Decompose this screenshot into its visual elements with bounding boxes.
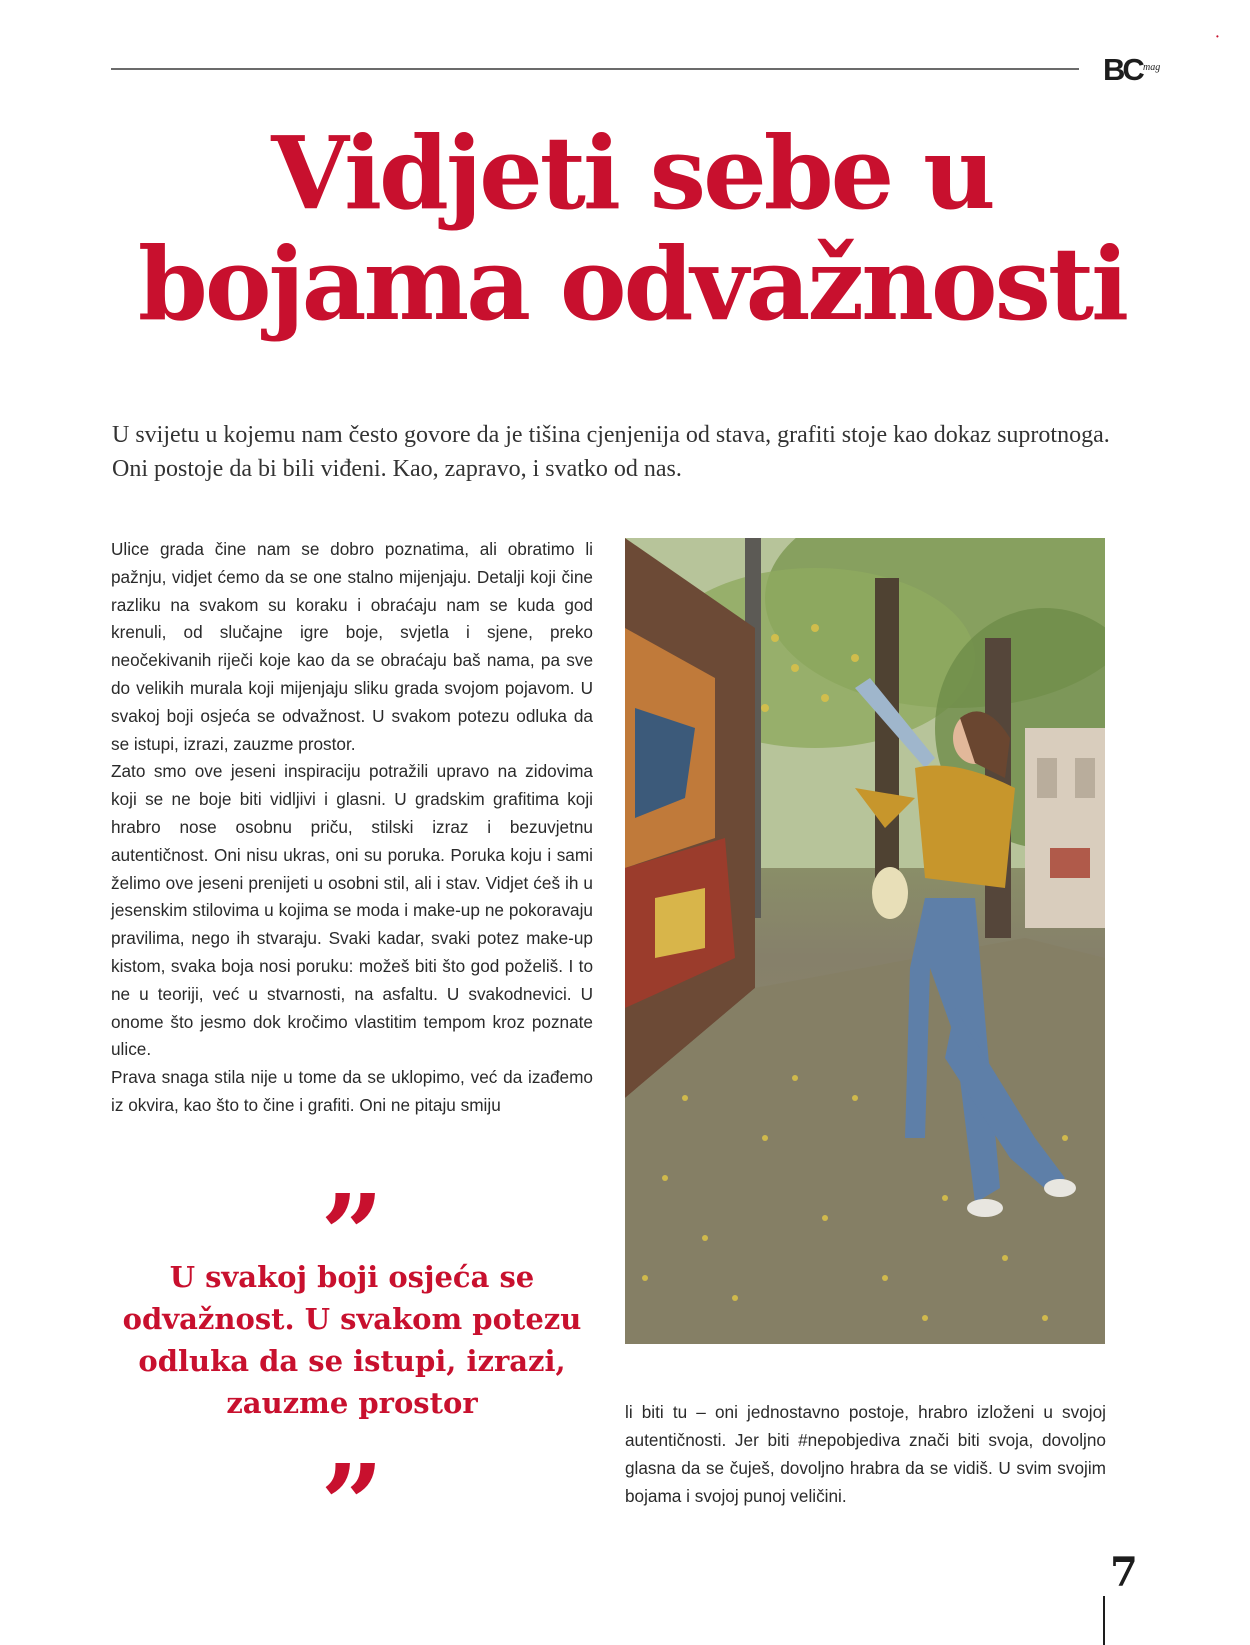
- corner-mark: •: [1216, 32, 1219, 41]
- magazine-logo: [1103, 52, 1165, 92]
- header-rule: [111, 68, 1079, 70]
- body-column-right: li biti tu – oni jednostavno postoje, hrabro izloženi u svojoj autentičnosti. Jer biti #nepobjediva znači biti svoja, dovoljno glasna da se čuješ, dovoljno hrabra da se vidiš. U svim svojim bojama i svojoj punoj veličini.: [625, 1402, 1106, 1506]
- page-number-rule: [1103, 1596, 1105, 1645]
- body-paragraph: Prava snaga stila nije u tome da se uklopimo, već da izađemo iz okvira, kao što to čine i grafiti. Oni ne pitaju smiju: [111, 1067, 593, 1115]
- quote-close-icon: ”: [320, 1456, 384, 1526]
- body-paragraph: Zato smo ove jeseni inspiraciju potražili upravo na zidovima koji se ne boje biti vidljivi i glasni. U gradskim grafitima koji hrabro nose osobnu priču, stilski izraz i bezuvjetnu autentičnost. Oni nisu ukras, oni su poruka. Poruka koju i sami želimo ove jeseni prenijeti u osobni stil, ali i stav. Vidjet ćeš ih u jesenskim stilovima u kojima se moda i make-up ne pokoravaju pravilima, nego ih stvaraju. Svaki kadar, svaki potez make-up kistom, svaka boja nosi poruku: možeš biti što god poželiš. I to ne u teoriji, već u stvarnosti, na asfaltu. U svakodnevici. U onome što jesmo dok kročimo vlastitim tempom kroz poznate ulice.: [111, 761, 593, 1060]
- page-number: 7: [1110, 1549, 1138, 1596]
- photo-illustration: [625, 538, 1105, 1344]
- article-photo: [625, 538, 1105, 1344]
- quote-open-icon: ”: [320, 1186, 384, 1256]
- logo-sub: mag: [1143, 62, 1161, 73]
- pull-quote: U svakoj boji osjeća se odvažnost. U svakom potezu odluka da se istupi, izrazi, zauzme prostor: [122, 1260, 582, 1420]
- article-title: Vidjeti sebe u bojama odvažnosti: [137, 114, 1127, 343]
- article-lead: U svijetu u kojemu nam često govore da je tišina cjenjenija od stava, grafiti stoje kao dokaz suprotnoga. Oni postoje da bi bili viđeni. Kao, zapravo, i svatko od nas.: [112, 422, 1110, 482]
- body-column-left: [111, 536, 593, 1120]
- body-paragraph: Ulice grada čine nam se dobro poznatima, ali obratimo li pažnju, vidjet ćemo da se one stalno mijenjaju. Detalji koji čine razliku na svakom su koraku i obraćaju nam se kuda god krenuli, od slučajne igre boje, svjetla i sjene, preko neočekivanih riječi koje kao da se obraćaju baš nama, pa sve do velikih murala koji mijenjaju sliku grada svojom pojavom. U svakoj boji osjeća se odvažnost. U svakom potezu odluka da se istupi, izrazi, zauzme prostor.: [111, 539, 593, 754]
- logo-main: BC: [1103, 52, 1142, 87]
